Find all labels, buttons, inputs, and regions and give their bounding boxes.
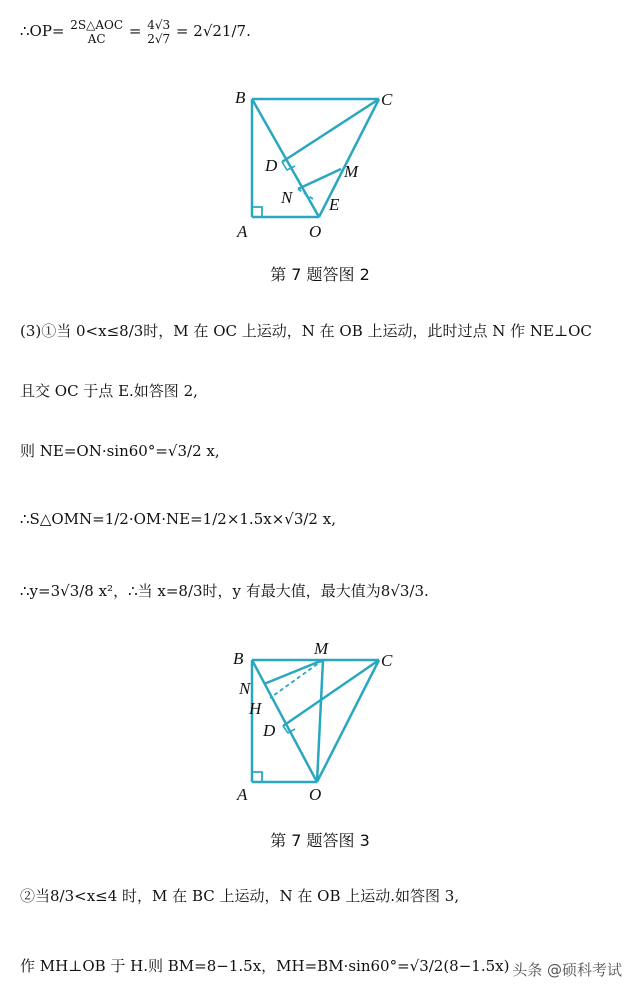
part4-line2: 作 MH⊥OB 于 H.则 BM=8−1.5x，MH=BM·sin60°=√3/2(8−1.5x) [20, 957, 510, 975]
part4-line1: ②当8/3<x≤4 时，M 在 BC 上运动，N 在 OB 上运动.如答图 3, [20, 887, 460, 905]
part3-line1: (3)①当 0<x≤8/3时，M 在 OC 上运动，N 在 OB 上运动，此时过点 N 作 NE⊥OC [20, 322, 592, 340]
equals-sign-1: = [128, 22, 142, 40]
fig3-label-n: N [239, 679, 251, 698]
fig2-label-m: M [344, 162, 359, 181]
fig2-label-d: D [265, 156, 278, 175]
figure-2-caption: 第 7 题答图 2 [270, 265, 370, 284]
fraction-value-numerator: 4√3 [147, 18, 171, 32]
fig2-label-n: N [281, 188, 293, 207]
fig3-label-h: H [249, 699, 262, 718]
op-formula-line [20, 18, 251, 46]
fig3-label-m: M [314, 640, 329, 658]
op-result: 2√21/7. [193, 22, 251, 40]
fig2-label-b: B [235, 88, 246, 107]
fraction-area [70, 18, 123, 46]
equals-sign-2: = [175, 22, 189, 40]
fig2-label-o: O [309, 222, 322, 241]
fraction-area-numerator: 2S△AOC [70, 18, 124, 32]
fig2-label-a: A [237, 222, 248, 241]
fraction-area-denominator: AC [87, 32, 106, 46]
part3-line3: 则 NE=ON·sin60°=√3/2 x, [20, 442, 220, 460]
fig3-label-a: A [237, 785, 248, 804]
fig3-label-d: D [263, 721, 276, 740]
part3-line5: ∴y=3√3/8 x²，∴当 x=8/3时，y 有最大值，最大值为8√3/3. [20, 582, 429, 600]
fig2-label-c: C [381, 90, 393, 109]
figure-3-diagram [225, 640, 405, 810]
figure-3-caption: 第 7 题答图 3 [270, 831, 370, 850]
op-prefix: ∴OP= [20, 22, 65, 40]
figure-2-diagram [225, 85, 405, 245]
part3-line2: 且交 OC 于点 E.如答图 2, [20, 382, 198, 400]
fig3-label-b: B [233, 649, 244, 668]
fraction-value-denominator: 2√7 [147, 32, 171, 46]
part3-line4: ∴S△OMN=1/2·OM·NE=1/2×1.5x×√3/2 x, [20, 510, 336, 528]
watermark: 头条 @硕科考试 [512, 961, 622, 979]
fig2-label-e: E [329, 195, 340, 214]
fig3-label-o: O [309, 785, 322, 804]
fraction-value [147, 18, 170, 46]
fig3-label-c: C [381, 651, 393, 670]
